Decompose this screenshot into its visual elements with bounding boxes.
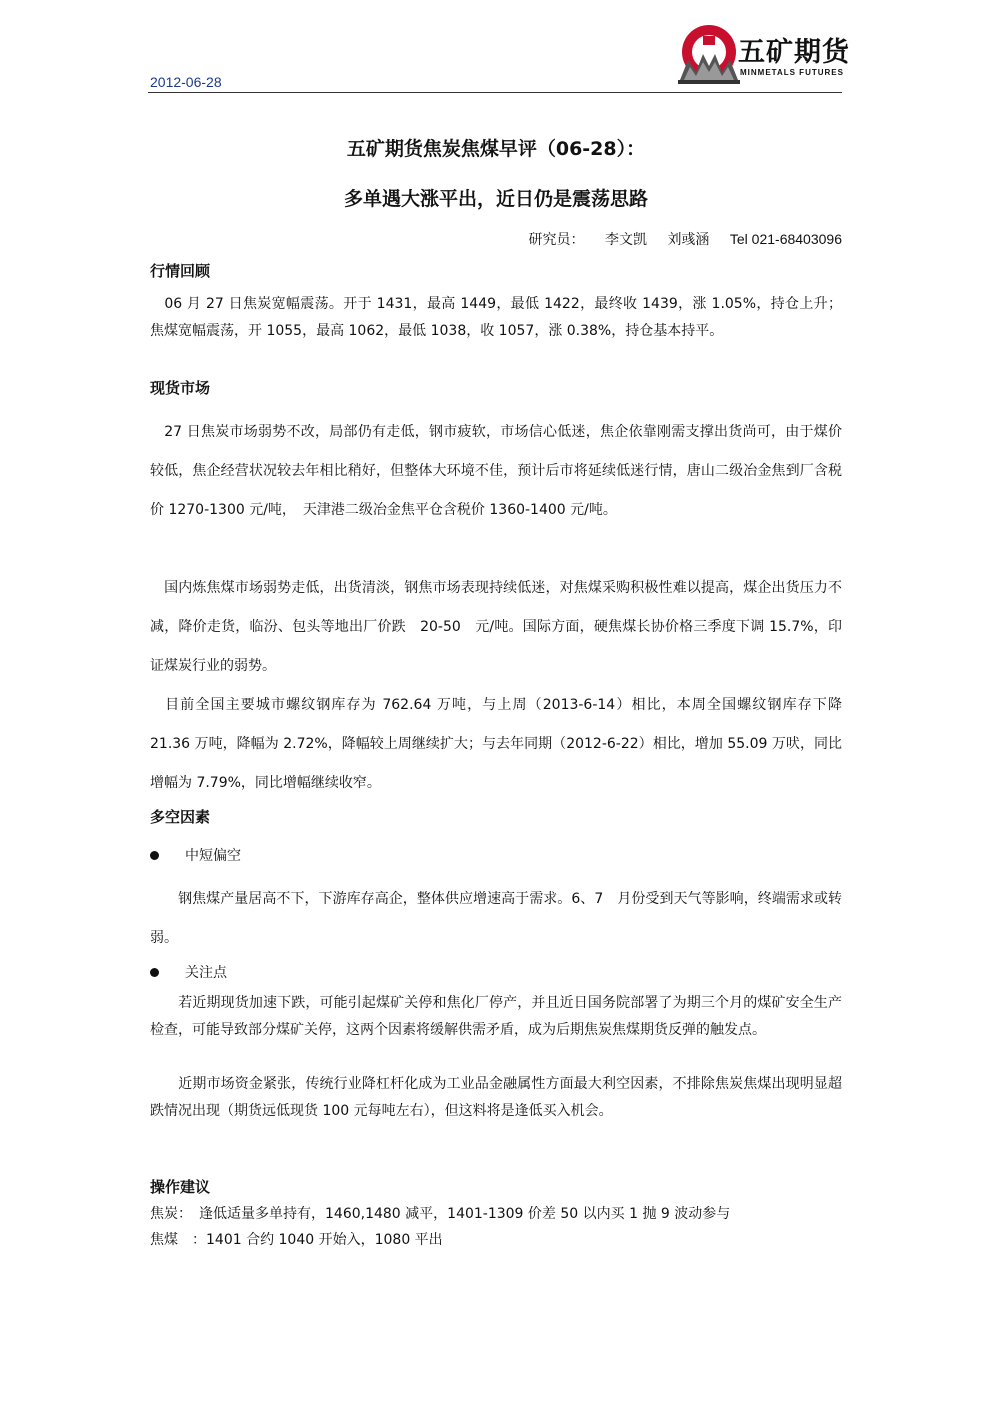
- author-name-1: 李文凯: [604, 232, 647, 248]
- bullet-dot-icon: [150, 851, 159, 860]
- section-heading-spot: 现货市场: [150, 379, 211, 397]
- review-paragraph: 06 月 27 日焦炭宽幅震荡。开于 1431，最高 1449，最低 1422，最终收 1439，涨 1.05%，持仓上升；焦煤宽幅震荡，开 1055，最高 1062，最低 1038，收 1057，涨 0.38%，持仓基本持平。: [150, 296, 842, 339]
- author-label: 研究员：: [528, 232, 585, 248]
- factors-paragraph-1: 钢焦煤产量居高不下，下游库存高企，整体供应增速高于需求。6、7 月份受到天气等影响，终端需求或转弱。: [150, 891, 842, 946]
- advice-coke-line: 焦炭： 逢低适量多单持有，1460,1480 减平，1401-1309 价差 50 以内买 1 抛 9 波动参与: [150, 1206, 731, 1222]
- author-tel: Tel 021-68403096: [729, 231, 842, 247]
- logo-english-text: MINMETALS FUTURES: [740, 68, 844, 77]
- factors-paragraph-3: 近期市场资金紧张，传统行业降杠杆化成为工业品金融属性方面最大利空因素，不排除焦炭焦煤出现明显超跌情况出现（期货远低现货 100 元每吨左右），但这料将是逢低买入机会。: [150, 1076, 842, 1119]
- spot-paragraph-3: 目前全国主要城市螺纹钢库存为 762.64 万吨，与上周（2013-6-14）相比，本周全国螺纹钢库存下降 21.36 万吨，降幅为 2.72%，降幅较上周继续扩大；与去年同期（2012-6-22）相比，增加 55.09 万吠，同比增幅为 7.79%，同比增幅继续收窄。: [150, 697, 842, 791]
- bullet-label-focus: 关注点: [185, 965, 227, 981]
- report-subtitle: 多单遇大涨平出，近日仍是震荡思路: [343, 188, 648, 210]
- factors-paragraph-2: 若近期现货加速下跌，可能引起煤矿关停和焦化厂停产，并且近日国务院部署了为期三个月的煤矿安全生产检查，可能导致部分煤矿关停，这两个因素将缓解供需矛盾，成为后期焦炭焦煤期货反弹的触发点。: [150, 995, 842, 1038]
- report-date: 2012-06-28: [150, 74, 222, 90]
- bullet-item-short-term: [150, 845, 241, 865]
- logo-chinese-text: 五矿期货: [738, 37, 850, 68]
- header-divider: [148, 92, 842, 93]
- author-line: [529, 229, 842, 249]
- spot-paragraph-1: 27 日焦炭市场弱势不改，局部仍有走低，钢市疲软，市场信心低迷，焦企依靠刚需支撑出货尚可，由于煤价较低，焦企经营状况较去年相比稍好，但整体大环境不佳，预计后市将延续低迷行情，唐山二级冶金焦到厂含税价 1270-1300 元/吨， 天津港二级冶金焦平仓含税价 1360-1400 元/吨。: [150, 424, 842, 518]
- bullet-dot-icon: [150, 968, 159, 977]
- advice-coking-coal-line: 焦煤 ：1401 合约 1040 开始入，1080 平出: [150, 1232, 443, 1248]
- section-heading-advice: 操作建议: [150, 1178, 211, 1196]
- author-name-2: 刘彧涵: [667, 232, 710, 248]
- report-title: 五矿期货焦炭焦煤早评（06-28）：: [346, 138, 646, 160]
- bullet-item-focus: [150, 962, 227, 982]
- section-heading-factors: 多空因素: [150, 808, 211, 826]
- bullet-label-short-term: 中短偏空: [185, 848, 241, 864]
- spot-paragraph-2: 国内炼焦煤市场弱势走低，出货清淡，钢焦市场表现持续低迷，对焦煤采购积极性难以提高，煤企出货压力不减，降价走货，临汾、包头等地出厂价跌 20-50 元/吨。国际方面，硬焦煤长协价格三季度下调 15.7%，印证煤炭行业的弱势。: [150, 580, 842, 674]
- section-heading-review: 行情回顾: [150, 262, 211, 280]
